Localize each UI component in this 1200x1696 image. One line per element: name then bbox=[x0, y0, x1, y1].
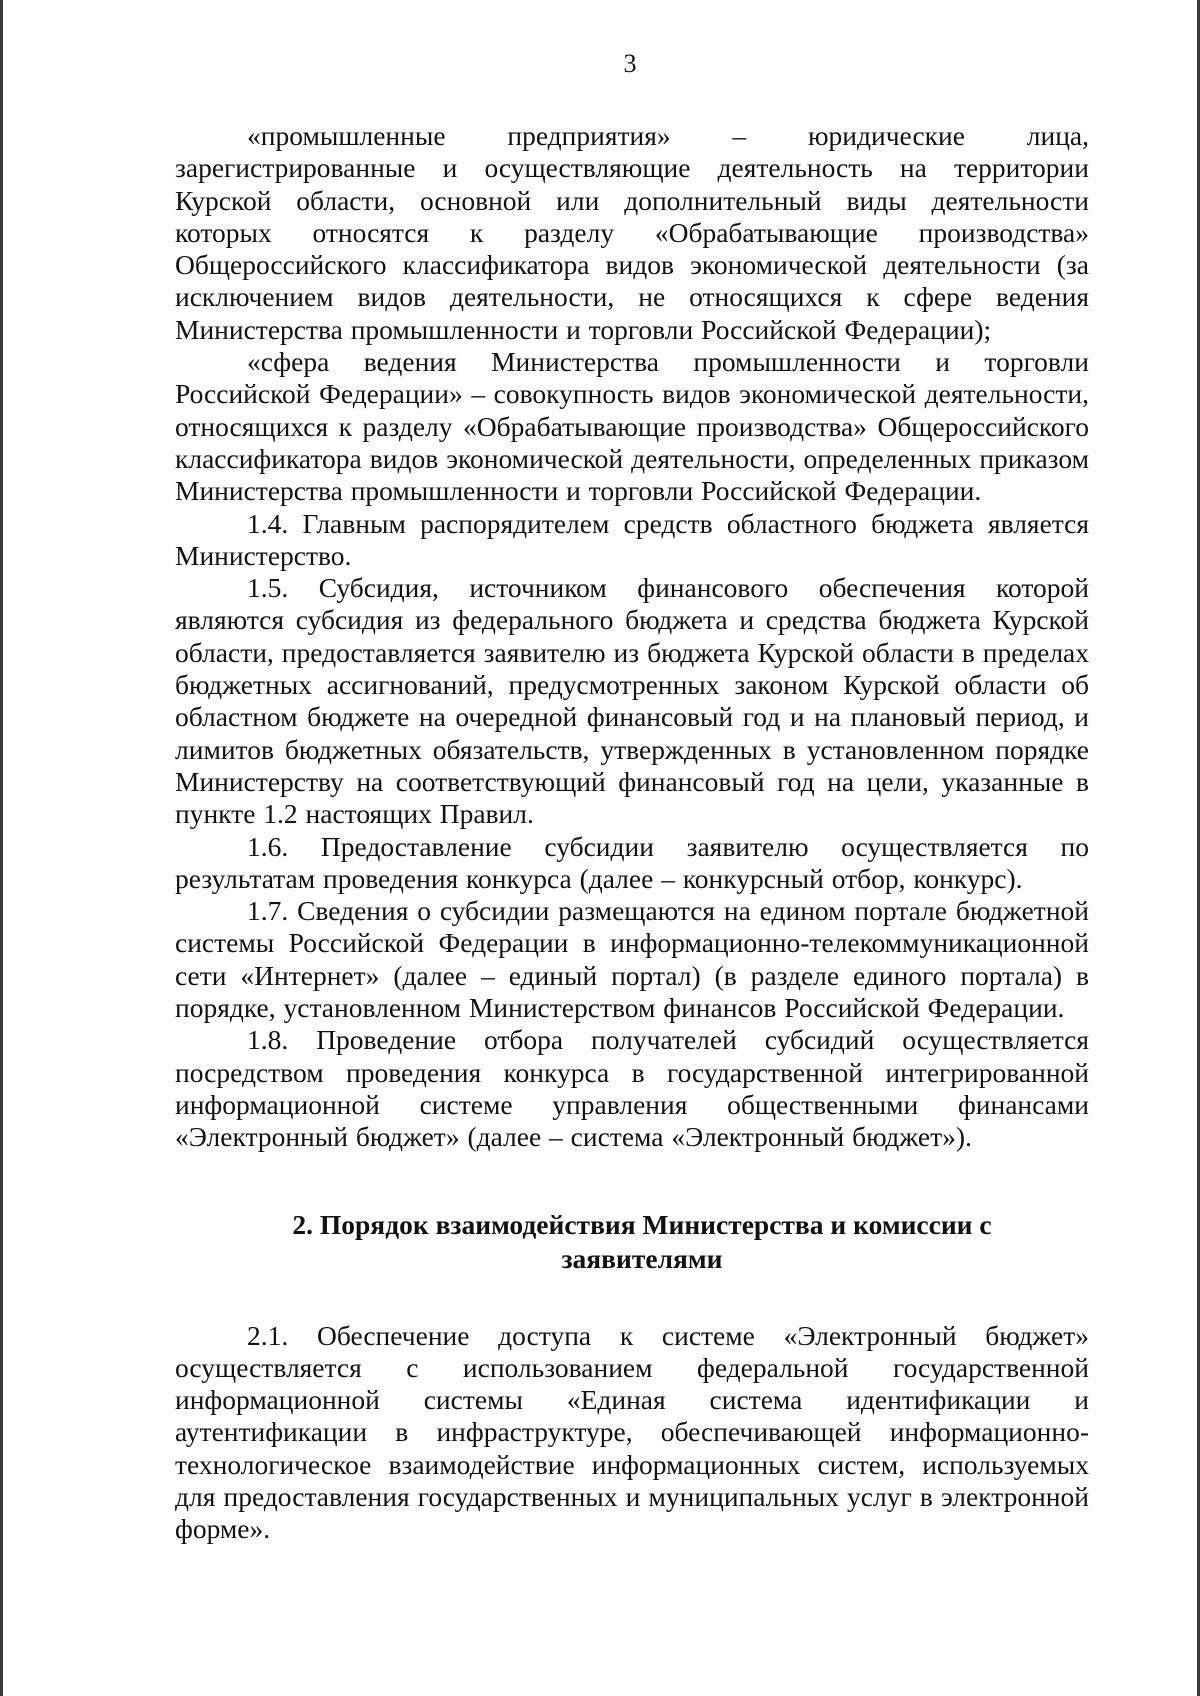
section-heading-line-2: заявителями bbox=[561, 1242, 723, 1274]
page-number: 3 bbox=[623, 49, 637, 78]
scan-edge-left bbox=[0, 0, 3, 1696]
document-body bbox=[175, 120, 1089, 1546]
paragraph-1-7: 1.7. Сведения о субсидии размещаются на едином портале бюджетной системы Российской Федерации в информационно-телекоммуникационной сети «Интернет» (далее – единый портал) (в разделе единого портала) в порядке, установленном Министерством финансов Российской Федерации. bbox=[175, 895, 1089, 1024]
paragraph-ministry-sphere-definition: «сфера ведения Министерства промышленности и торговли Российской Федерации» – совокупность видов экономической деятельности, относящихся к разделу «Обрабатывающие производства» Общероссийского классификатора видов экономической деятельности, определенных приказом Министерства промышленности и торговли Российской Федерации. bbox=[175, 346, 1089, 507]
paragraph-2-1: 2.1. Обеспечение доступа к системе «Электронный бюджет» осуществляется с использованием федеральной государственной информационной системы «Единая система идентификации и аутентификации в инфраструктуре, обеспечивающей информационно-технологическое взаимодействие информационных систем, используемых для предоставления государственных и муниципальных услуг в электронной форме». bbox=[175, 1319, 1089, 1545]
paragraph-1-6: 1.6. Предоставление субсидии заявителю осуществляется по результатам проведения конкурса (далее – конкурсный отбор, конкурс). bbox=[175, 830, 1089, 894]
paragraph-1-5: 1.5. Субсидия, источником финансового обеспечения которой являются субсидия из федерального бюджета и средства бюджета Курской области, предоставляется заявителю из бюджета Курской области в пределах бюджетных ассигнований, предусмотренных законом Курской области об областном бюджете на очередной финансовый год и на плановый период, и лимитов бюджетных обязательств, утвержденных в установленном порядке Министерству на соответствующий финансовый год на цели, указанные в пункте 1.2 настоящих Правил. bbox=[175, 572, 1089, 830]
paragraph-1-4: 1.4. Главным распорядителем средств областного бюджета является Министерство. bbox=[175, 507, 1089, 571]
paragraph-industrial-enterprises-definition: «промышленные предприятия» – юридические лица, зарегистрированные и осуществляющие деятельность на территории Курской области, основной или дополнительный виды деятельности которых относятся к разделу «Обрабатывающие производства» Общероссийского классификатора видов экономической деятельности (за исключением видов деятельности, не относящихся к сфере ведения Министерства промышленности и торговли Российской Федерации); bbox=[175, 120, 1089, 345]
section-heading-line-1: 2. Порядок взаимодействия Министерства и комиссии с bbox=[292, 1208, 992, 1240]
paragraph-1-8: 1.8. Проведение отбора получателей субсидий осуществляется посредством проведения конкурса в государственной интегрированной информационной системе управления общественными финансами «Электронный бюджет» (далее – система «Электронный бюджет»). bbox=[175, 1024, 1089, 1153]
section-heading bbox=[175, 1208, 1089, 1276]
